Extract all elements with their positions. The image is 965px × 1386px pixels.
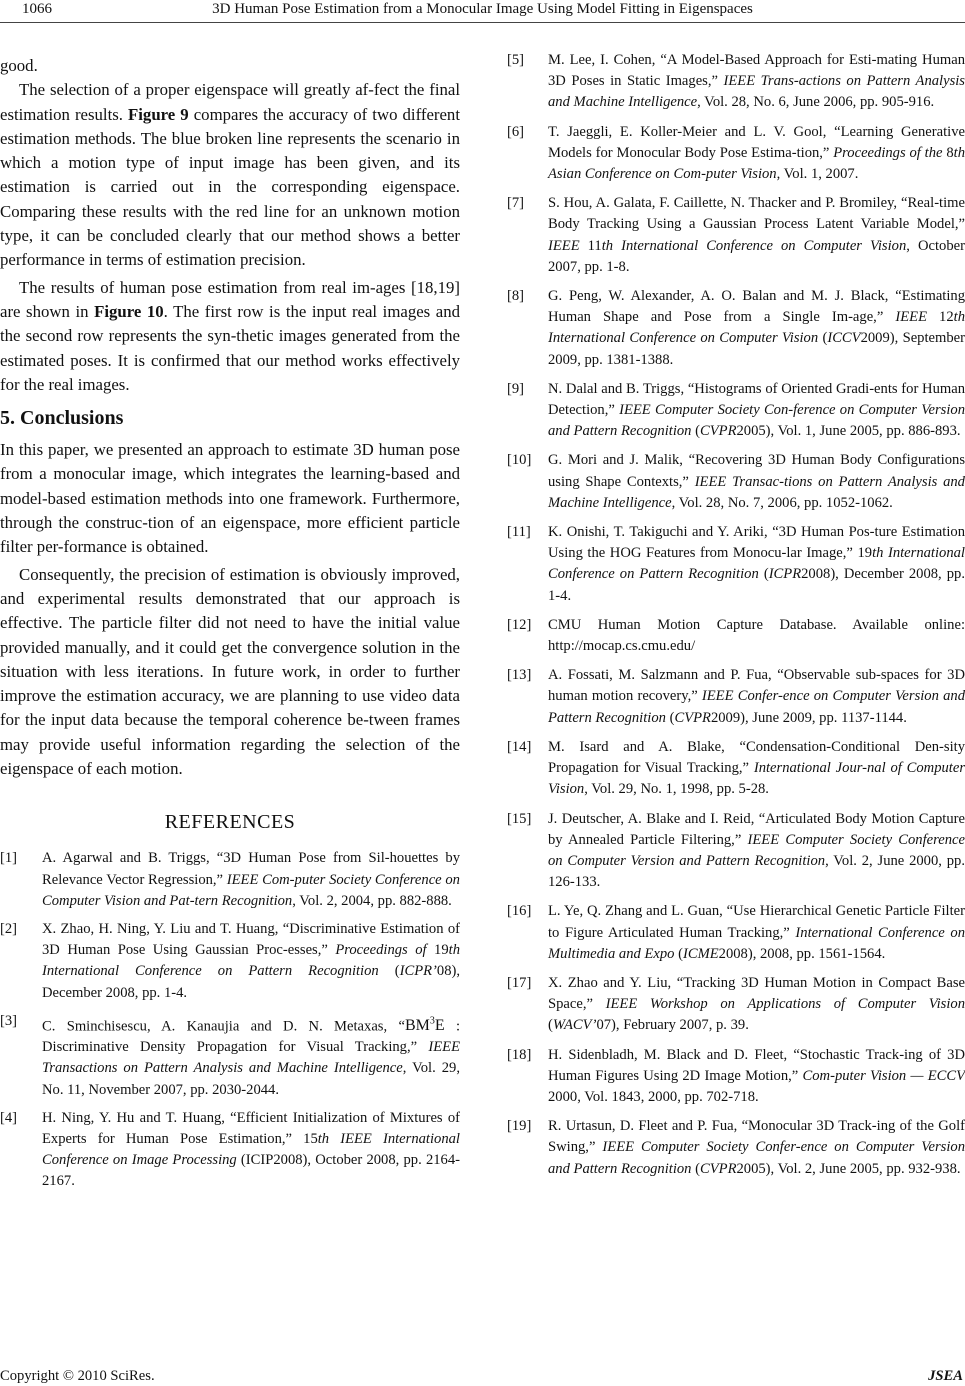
reference-item — [507, 1116, 965, 1180]
reference-text: C. Sminchisescu, A. Kanaujia and D. N. Metaxas, “$BM^3E$ : Discriminative Density Propagation for Visual Tracking,” IEEE Transactions on Pattern Analysis and Machine Intelligence, Vol. 29, No. 11, November 2007, pp. 2030-2044. — [42, 1015, 461, 1098]
reference-text: H. Sidenbladh, M. Black and D. Fleet, “Stochastic Track-ing of 3D Human Figures Using 2D Image Motion,” Com-puter Vision — ECCV 2000, Vol. 1843, 2000, pp. 702-718. — [548, 1046, 965, 1105]
reference-item — [507, 901, 965, 965]
reference-number: [6] — [507, 123, 525, 140]
reference-item — [0, 919, 460, 1004]
reference-item — [507, 665, 965, 729]
reference-item — [507, 737, 965, 801]
reference-text: M. Lee, I. Cohen, “A Model-Based Approach for Esti-mating Human 3D Poses in Static Images,” IEEE Trans-actions on Pattern Analysis and Machine Intelligence, Vol. 28, No. 6, June 2006, pp. 905-916. — [548, 52, 965, 111]
left-column — [0, 54, 460, 1200]
reference-text: L. Ye, Q. Zhang and L. Guan, “Use Hierarchical Genetic Particle Filter to Figure Articulated Human Tracking,” International Conference on Multimedia and Expo (ICME2008), 2008, pp. 1561-1564. — [548, 903, 965, 962]
reference-item — [507, 193, 965, 278]
reference-item — [507, 286, 965, 371]
paragraph-continuation — [0, 54, 460, 78]
reference-item — [507, 50, 965, 114]
reference-text: CMU Human Motion Capture Database. Available online: http://mocap.cs.cmu.edu/ — [548, 616, 965, 655]
reference-text: G. Peng, W. Alexander, A. O. Balan and M. J. Black, “Estimating Human Shape and Pose from a Single Im-age,” IEEE 12th International Conference on Computer Vision (ICCV2009), September 2009, pp. 1381-1388. — [548, 288, 965, 368]
reference-number: [8] — [507, 288, 525, 305]
reference-text: J. Deutscher, A. Blake and I. Reid, “Articulated Body Motion Capture by Annealed Particle Filtering,” IEEE Computer Society Conference on Computer Version and Pattern Recognition, Vol. 2, June 2000, pp. 126-133. — [548, 810, 965, 891]
reference-number: [4] — [0, 1109, 18, 1126]
page-header — [0, 0, 965, 26]
reference-item — [0, 848, 460, 912]
reference-number: [12] — [507, 616, 532, 633]
reference-text: X. Zhao, H. Ning, Y. Liu and T. Huang, “Discriminative Estimation of 3D Human Pose Using Gaussian Proc-esses,” Proceedings of 19th International Conference on Pattern Recognition (ICPR’08), December 2008, pp. 1-4. — [42, 920, 460, 1001]
reference-number: [17] — [507, 974, 532, 991]
reference-number: [1] — [0, 850, 18, 867]
references-heading: REFERENCES — [164, 811, 296, 834]
reference-text: S. Hou, A. Galata, F. Caillette, N. Thacker and P. Bromiley, “Real-time Body Tracking Using a Gaussian Process Latent Variable Model,” IEEE 11th International Conference on Computer Vision, October 2007, pp. 1-8. — [548, 195, 965, 275]
reference-text: N. Dalal and B. Triggs, “Histograms of Oriented Gradi-ents for Human Detection,” IEEE Computer Society Con-ference on Computer Version and Pattern Recognition (CVPR2005), Vol. 1, June 2005, pp. 886-893. — [548, 380, 965, 440]
reference-number: [5] — [507, 52, 525, 68]
header-rule — [0, 22, 965, 23]
reference-number: [14] — [507, 738, 532, 755]
reference-item — [507, 615, 965, 657]
figure-reference: Figure 10 — [94, 301, 164, 321]
reference-text: K. Onishi, T. Takiguchi and Y. Ariki, “3D Human Pos-ture Estimation Using the HOG Features from Monocu-lar Image,” 19th International Conference on Pattern Recognition (ICPR2008), December 2008, pp. 1-4. — [548, 524, 965, 604]
reference-item — [507, 973, 965, 1037]
reference-number: [13] — [507, 667, 532, 684]
reference-number: [3] — [0, 1012, 18, 1029]
reference-number: [2] — [0, 920, 18, 937]
reference-item — [507, 379, 965, 443]
reference-item — [0, 1108, 460, 1193]
reference-item — [507, 450, 965, 514]
paragraph-text: The selection of a proper eigenspace will greatly af-fect the final estimation results. — [0, 80, 460, 124]
reference-item — [507, 122, 965, 186]
reference-text: A. Agarwal and B. Triggs, “3D Human Pose from Sil-houettes by Relevance Vector Regression,” IEEE Com-puter Society Conference on Computer Vision and Pat-tern Recognition, Vol. 2, 2004, pp. 882-888. — [42, 850, 460, 909]
reference-text: A. Fossati, M. Salzmann and P. Fua, “Observable sub-spaces for 3D human motion recovery,” IEEE Confer-ence on Computer Version and Pattern Recognition (CVPR2009), June 2009, pp. 1137-1144. — [548, 667, 965, 726]
section-heading-conclusions: 5. Conclusions — [0, 407, 124, 430]
figure-reference: Figure 9 — [128, 104, 189, 124]
paragraph-text: good. — [0, 56, 38, 75]
paragraph-text: . The first row is the input real images and the second row represents the syn-thetic images generated from the estimated poses. It is confirmed that our method works effectively for the real images. — [0, 301, 460, 394]
reference-text: X. Zhao and Y. Liu, “Tracking 3D Human Motion in Compact Base Space,” IEEE Workshop on Applications of Computer Vision (WACV’07), February 2007, p. 39. — [548, 974, 965, 1034]
reference-number: [7] — [507, 195, 525, 212]
reference-text: T. Jaeggli, E. Koller-Meier and L. V. Gool, “Learning Generative Models for Monocular Body Pose Estima-tion,” Proceedings of the 8th Asian Conference on Com-puter Vision, Vol. 1, 2007. — [548, 123, 965, 183]
reference-number: [18] — [507, 1046, 532, 1063]
reference-item — [507, 1045, 965, 1109]
reference-item — [507, 522, 965, 607]
reference-number: [16] — [507, 903, 532, 920]
reference-text: M. Isard and A. Blake, “Condensation-Conditional Den-sity Propagation for Visual Tracking,” International Jour-nal of Computer Vision, Vol. 29, No. 1, 1998, pp. 5-28. — [548, 738, 965, 798]
page-footer — [0, 1366, 965, 1386]
reference-item — [0, 1011, 460, 1101]
paragraph-text: The results of human pose estimation from real im-ages [18,19] are shown in — [0, 277, 460, 321]
paragraph-eigenspace-selection — [0, 78, 460, 272]
reference-number: [19] — [507, 1118, 532, 1135]
page-number: 1066 — [22, 1, 52, 17]
copyright-notice: Copyright © 2010 SciRes. — [0, 1368, 155, 1384]
journal-abbreviation: JSEA — [928, 1368, 963, 1384]
reference-item — [507, 809, 965, 894]
paragraph-future-work: Consequently, the precision of estimation is obviously improved, and experimental results demonstrated that our approach is effective. The particle filter did not need to have the initial value provided manually, and it could get the convergence solution in the situation with less iterations. In future work, in order to further improve the estimation accuracy, we are planning to use video data for the input data because the temporal coherence be-tween frames may provide useful information regarding the selection of the eigenspace of each motion. — [0, 564, 460, 779]
paragraph-real-images — [0, 276, 460, 397]
reference-number: [15] — [507, 810, 532, 827]
reference-text: R. Urtasun, D. Fleet and P. Fua, “Monocular 3D Track-ing of the Golf Swing,” IEEE Computer Society Confer-ence on Computer Version and Pattern Recognition (CVPR2005), Vol. 2, June 2005, pp. 932-938. — [548, 1118, 965, 1177]
reference-number: [9] — [507, 380, 525, 397]
paragraph-text: compares the accuracy of two different estimation methods. The blue broken line represents the scenario in which a motion type of input image has been given, and its estimation is carried out in the corresponding eigenspace. Comparing these results with the red line for an unknown motion type, it can be concluded clearly that our method shows a better performance in terms of estimation precision. — [0, 104, 460, 270]
reference-number: [11] — [507, 524, 531, 541]
reference-number: [10] — [507, 452, 532, 469]
paragraph-conclusions: In this paper, we presented an approach to estimate 3D human pose from a monocular image, which integrates the learning-based and model-based estimation methods into one framework. Furthermore, through the construc-tion of an eigenspace, more efficient particle filter per-formance is obtained. — [0, 440, 460, 557]
running-title: 3D Human Pose Estimation from a Monocular Image Using Model Fitting in Eigenspaces — [212, 1, 753, 17]
reference-text: G. Mori and J. Malik, “Recovering 3D Human Body Configurations using Shape Contexts,” IEEE Transac-tions on Pattern Analysis and Machine Intelligence, Vol. 28, No. 7, 2006, pp. 1052-1062. — [548, 452, 965, 511]
right-column — [507, 50, 965, 1188]
reference-text: H. Ning, Y. Hu and T. Huang, “Efficient Initialization of Mixtures of Experts for Human Pose Estimation,” 15th IEEE International Conference on Image Processing (ICIP2008), October 2008, pp. 2164-2167. — [42, 1109, 460, 1190]
math-bm3e: $BM^3E$ — [404, 1015, 445, 1035]
